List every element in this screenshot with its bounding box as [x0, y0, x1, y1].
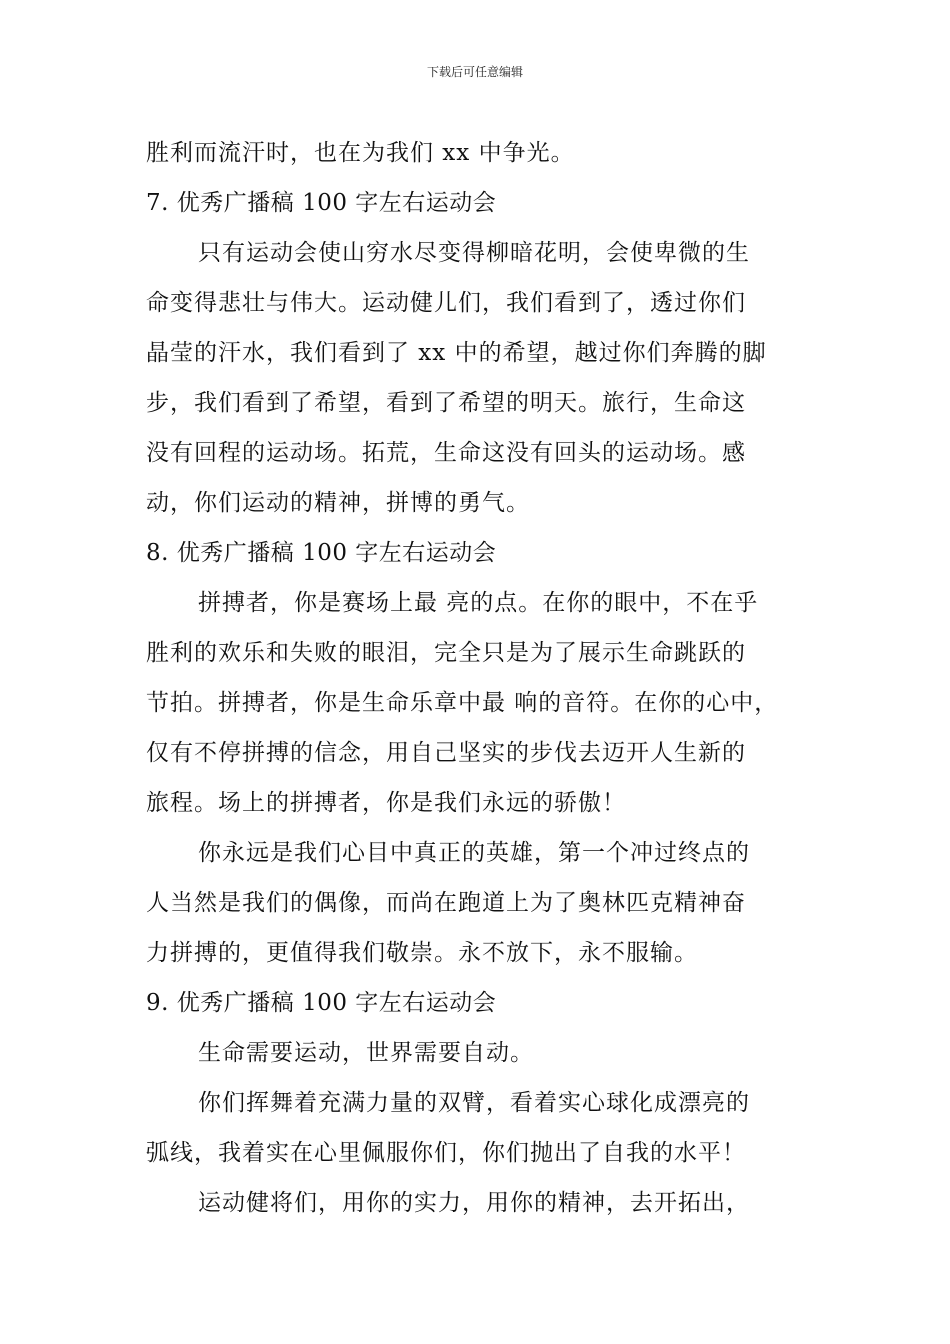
body-line: 胜利而流汗时，也在为我们 xx 中争光。 [146, 140, 575, 166]
paragraph-first-line: 运动健将们，用你的实力，用你的精神，去开拓出， [198, 1190, 750, 1216]
body-line: 仅有不停拼搏的信念，用自己坚实的步伐去迈开人生新的 [146, 740, 746, 766]
body-line: 旅程。场上的拼搏者，你是我们永远的骄傲！ [146, 790, 626, 816]
body-line: 步，我们看到了希望，看到了希望的明天。旅行，生命这 [146, 390, 746, 416]
section-heading: 8. 优秀广播稿 100 字左右运动会 [146, 540, 497, 566]
section-heading: 7. 优秀广播稿 100 字左右运动会 [146, 190, 497, 216]
body-line: 人当然是我们的偶像，而尚在跑道上为了奥林匹克精神奋 [146, 890, 746, 916]
document-body [146, 128, 822, 1228]
body-line: 胜利的欢乐和失败的眼泪，完全只是为了展示生命跳跃的 [146, 640, 746, 666]
paragraph-first-line: 生命需要运动，世界需要自动。 [198, 1040, 534, 1066]
body-line: 弧线，我着实在心里佩服你们，你们抛出了自我的水平！ [146, 1140, 746, 1166]
body-line: 晶莹的汗水，我们看到了 xx 中的希望，越过你们奔腾的脚 [146, 340, 767, 366]
paragraph-first-line: 你永远是我们心目中真正的英雄，第一个冲过终点的 [198, 840, 750, 866]
paragraph-first-line: 拼搏者，你是赛场上最 亮的点。在你的眼中，不在乎 [198, 590, 759, 616]
body-line: 动，你们运动的精神，拼博的勇气。 [146, 490, 530, 516]
page-header: 下载后可任意编辑 [426, 65, 523, 79]
body-line: 节拍。拼搏者，你是生命乐章中最 响的音符。在你的心中， [146, 690, 779, 716]
body-line: 力拼搏的，更值得我们敬崇。永不放下，永不服输。 [146, 940, 698, 966]
body-line: 命变得悲壮与伟大。运动健儿们，我们看到了，透过你们 [146, 290, 746, 316]
body-line: 没有回程的运动场。拓荒，生命这没有回头的运动场。感 [146, 440, 746, 466]
section-heading: 9. 优秀广播稿 100 字左右运动会 [146, 990, 497, 1016]
paragraph-first-line: 你们挥舞着充满力量的双臂，看着实心球化成漂亮的 [198, 1090, 750, 1116]
paragraph-first-line: 只有运动会使山穷水尽变得柳暗花明，会使卑微的生 [198, 240, 750, 266]
